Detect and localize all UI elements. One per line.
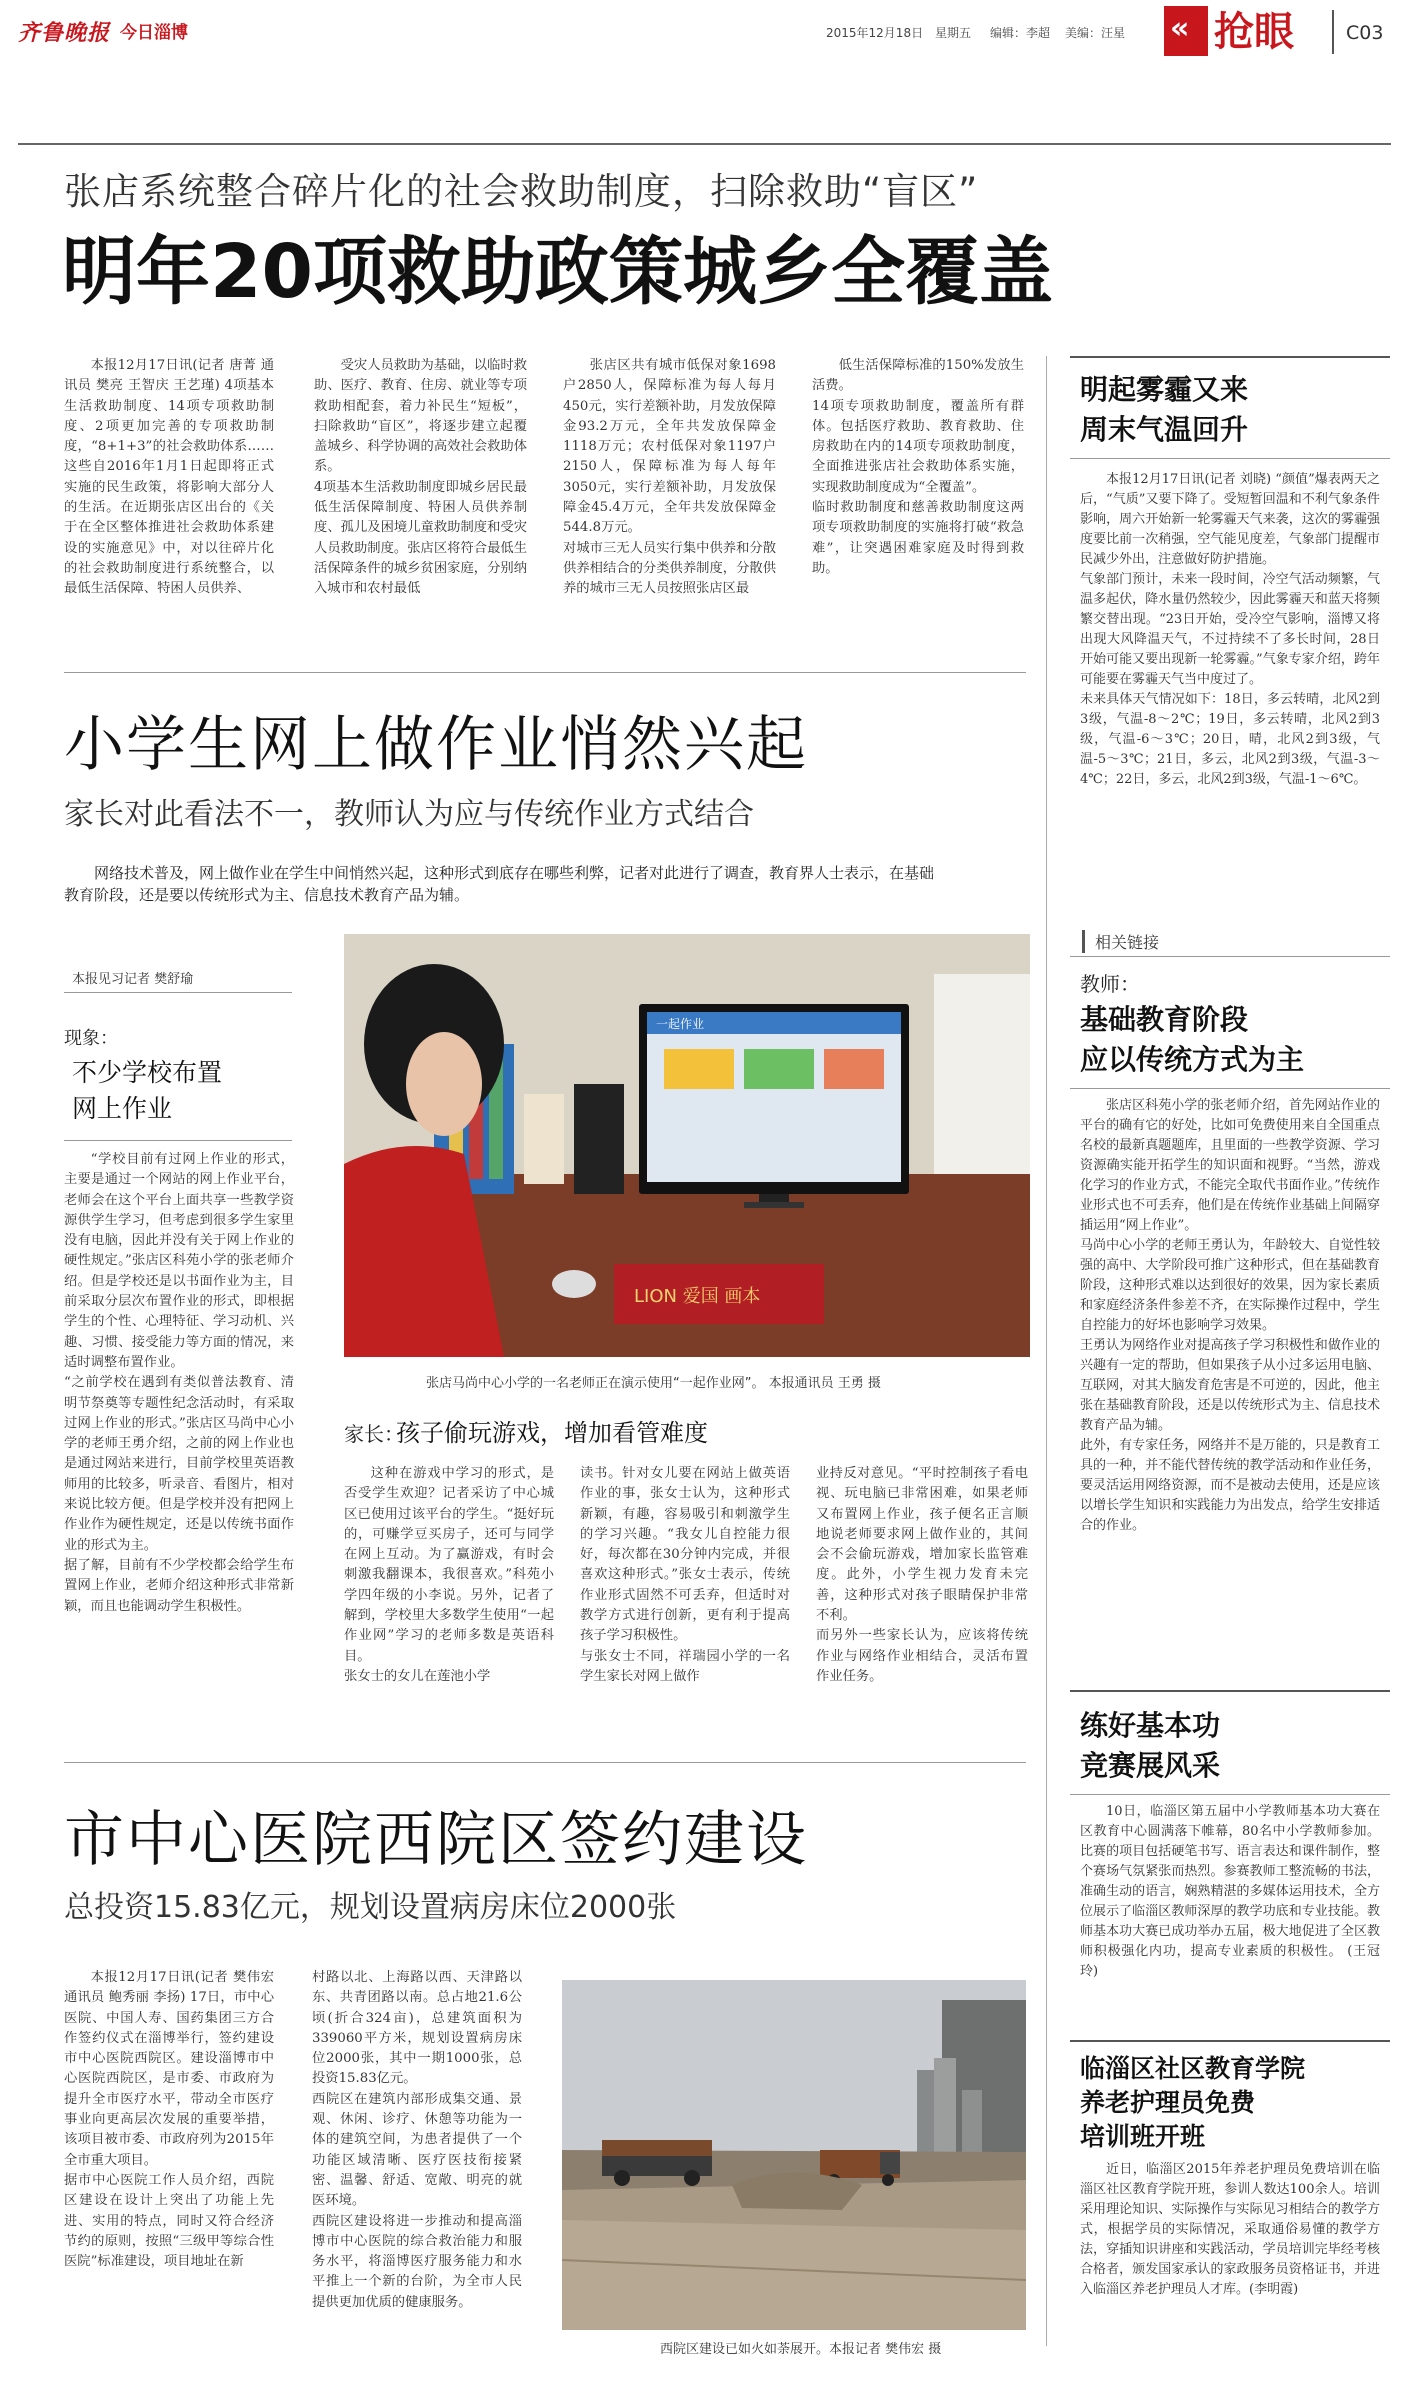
teacher-label: 教师： — [1080, 972, 1140, 996]
construction-photo — [562, 1980, 1026, 2330]
article2-bottom-rule — [64, 1762, 1026, 1763]
construction-photo-illustration — [562, 1980, 1026, 2330]
issue-date: 2015年12月18日 — [826, 26, 924, 40]
designer-credit: 美编：汪星 — [1065, 26, 1126, 40]
chevron-left-icon: « — [1170, 11, 1190, 46]
training-text: 近日，临淄区2015年养老护理员免费培训在临淄区社区教育学院开班，参训人数达100余人。培训采用理论知识、实际操作与实际见习相结合的教学方式，根据学员的实际情况，采取通俗易懂的教学方法，穿插知识讲座和实践活动，学员培训完毕经考核合格者，颁发国家承认的家政服务员资格证书，并进入临淄区养老护理员人才库。(李明霞) — [1080, 2162, 1380, 2297]
article2-col4: 业持反对意见。“平时控制孩子看电视、玩电脑已非常困难，如果老师又布置网上作业，孩子便名正言顺地说老师要求网上做作业的，其间会不会偷玩游戏，增加家长监管难度。此外，小学生视力发育未完善，这种形式对孩子眼睛保护非常不利。 而另外一些家长认为，应该将传统作业与网络作业相结合，灵活布置作业任务。 — [816, 1466, 1028, 1684]
homework-photo-illustration — [344, 934, 1030, 1357]
contest-text: 10日，临淄区第五届中小学教师基本功大赛在区教育中心圆满落下帷幕，80名中小学教师参加。比赛的项目包括硬笔书写、语言表达和课件制作，整个赛场气氛紧张而热烈。参赛教师工整流畅的书法，准确生动的语言，娴熟精湛的多媒体运用技术，全方位展示了临淄区教师深厚的教学功底和专业技能。教师基本功大赛已成功举办五届，极大地促进了全区教师积极强化内功，提高专业素质的积极性。 (王冠玲) — [1080, 1804, 1380, 1979]
editor-credit: 编辑：李超 — [990, 26, 1051, 40]
phenomenon-tag: 现象： — [64, 1028, 118, 1049]
phenomenon-rule — [64, 1140, 292, 1141]
construction-photo-caption: 西院区建设已如火如荼展开。本报记者 樊伟宏 摄 — [660, 2342, 942, 2357]
homework-photo-caption: 张店马尚中心小学的一名老师正在演示使用“一起作业网”。 本报通讯员 王勇 摄 — [426, 1376, 881, 1391]
parents-label: 家长： — [344, 1422, 404, 1446]
section-title: 抢眼 — [1214, 9, 1294, 55]
paper-logo: 齐鲁晚报 — [18, 20, 111, 46]
article1-headline: 明年20项救助政策城乡全覆盖 — [62, 229, 1053, 315]
weather-title-rule — [1070, 458, 1390, 459]
article3-col2: 村路以北、上海路以西、天津路以东、共青团路以南。总占地21.6公顷(折合324亩)，总建筑面积为339060平方米，规划设置病房床位2000张，其中一期1000张，总投资15.83亿元。 西院区在建筑内部形成集交通、景观、休闲、诊疗、休憩等功能为一体的建筑空间，为患者提供了一个功能区域清晰、医疗医技衔接紧密、温馨、舒适、宽敞、明亮的就医环境。 西院区建设将进一步推动和提高淄博市中心医院的综合救治能力和服务水平，将淄博医疗服务能力和水平推上一个新的台阶，为全市人民提供更加优质的健康服务。 — [312, 1970, 522, 2310]
contest-top-rule — [1070, 1690, 1390, 1692]
section-badge — [1164, 6, 1208, 56]
article1-col3: 张店区共有城市低保对象1698户2850人，保障标准为每人每月450元，实行差额补助，月发放保障金93.2万元，全年共发放保障金1118万元；农村低保对象1197户2150人，保障标准为每人每年3050元，实行差额补助，月发放保障金45.4万元，全年共发放保障金544.8万元。 对城市三无人员实行集中供养和分散供养相结合的分类供养制度，分散供养的城市三无人员按照张店区最 — [563, 358, 776, 597]
training-title: 临淄区社区教育学院 养老护理员免费 培训班开班 — [1080, 2054, 1306, 2151]
article1-col1: 本报12月17日讯(记者 唐菁 通讯员 樊亮 王智庆 王艺瑾) 4项基本生活救助制度、14项专项救助制度、2项更加完善的专项救助制度，“8+1+3”的社会救助体系……这些自2016年1月1日起即将正式实施的民生政策，将影响大部分人的生活。在近期张店区出台的《关于在全区整体推进社会救助体系建设的实施意见》中，对以往碎片化的社会救助制度进行系统整合，以最低生活保障、特困人员供养、 — [64, 358, 274, 597]
phenomenon-title-line1: 不少学校布置 — [72, 1058, 223, 1087]
teacher-text: 张店区科苑小学的张老师介绍，首先网站作业的平台的确有它的好处，比如可免费使用来自全国重点名校的最新真题题库，且里面的一些教学资源、学习资源确实能开拓学生的知识面和视野。“当然，游戏化学习的作业方式，不能完全取代书面作业。”传统作业形式也不可丢弃，他们是在传统作业基础上间隔穿插运用“网上作业”。 马尚中心小学的老师王勇认为，年龄较大、自觉性较强的高中、大学阶段可推广这种形式，但在基础教育阶段，这种形式难以达到很好的效果，因为家长素质和家庭经济条件参差不齐，在实际操作过程中，学生自控能力的好坏也影响学习效果。 王勇认为网络作业对提高孩子学习积极性和做作业的兴趣有一定的帮助，但如果孩子从小过多运用电脑、互联网，对其大脑发育危害是不可逆的，因此，他主张在基础教育阶段，还是以传统形式为主、信息技术教育产品为辅。 此外，有专家任务，网络并不是万能的，只是教育工具的一种，并不能代替传统的教学活动和作业任务，要灵活运用网络资源，而不是被动去使用，还是应该以增长学生知识和实践能力为出发点，给学生安排适合的作业。 — [1080, 1098, 1380, 1533]
article2-col3: 读书。针对女儿要在网站上做英语作业的事，张女士认为，这种形式新颖，有趣，容易吸引和刺激学生的学习兴趣。“我女儿自控能力很好，每次都在30分钟内完成，并很喜欢这种形式。”张女士表示，传统作业形式固然不可丢弃，但适时对教学方式进行创新，更有利于提高孩子学习积极性。 与张女士不同，祥瑞园小学的一名学生家长对网上做作 — [580, 1466, 790, 1684]
related-rule — [1070, 956, 1390, 957]
article1-bottom-rule — [64, 672, 1026, 673]
article2-col1: “学校目前有过网上作业的形式，主要是通过一个网站的网上作业平台，老师会在这个平台上面共享一些教学资源供学生学习，但考虑到很多学生家里没有电脑，因此并没有关于网上作业的硬性规定。”张店区科苑小学的张老师介绍。但是学校还是以书面作业为主，目前采取分层次布置作业的形式，即根据学生的个性、心理特征、学习动机、兴趣、习惯、接受能力等方面的情况，来适时调整布置作业。 “之前学校在遇到有类似普法教育、清明节祭奠等专题性纪念活动时，有采取过网上作业的形式。”张店区马尚中心小学的老师王勇介绍，之前的网上作业也是通过网站来进行，目前学校里英语教师用的比较多，听录音、看图片，相对来说比较方便。但是学校并没有把网上作业作为硬性规定，还是以传统书面作业的形式为主。 据了解，目前有不少学校都会给学生布置网上作业，老师介绍这种形式非常新颖，而且也能调动学生积极性。 — [64, 1152, 294, 1614]
masthead-divider — [1332, 10, 1334, 54]
weather-text: 本报12月17日讯(记者 刘晓) “颜值”爆表两天之后，“气质”又要下降了。受短暂回温和不利气象条件影响，周六开始新一轮雾霾天气来袭，这次的雾霾强度要比前一次稍强，空气能见度差，气象部门提醒市民减少外出，注意做好防护措施。 气象部门预计，未来一段时间，冷空气活动频繁，气温多起伏，降水量仍然较少，因此雾霾天和蓝天将频繁交替出现。“23日开始，受冷空气影响，淄博又将出现大风降温天气，不过持续不了多长时间，28日开始可能又要出现新一轮雾霾。”气象专家介绍，跨年可能要在雾霾天气当中度过了。 未来具体天气情况如下：18日，多云转晴，北风2到3级，气温-8～2℃；19日，多云转晴，北风2到3级，气温-6～3℃；20日，晴，北风2到3级，气温-5～3℃；21日，多云，北风2到3级，气温-3～4℃；22日，多云，北风2到3级，气温-1～6℃。 — [1080, 472, 1380, 787]
article2-headline: 小学生网上做作业悄然兴起 — [64, 710, 808, 780]
article1-col4: 低生活保障标准的150%发放生活费。 14项专项救助制度，覆盖所有群体。包括医疗救助、教育救助、住房救助在内的14项专项救助制度，全面推进张店社会救助体系实施，实现救助制度成为“全覆盖”。 临时救助制度和慈善救助制度这两项专项救助制度的实施将打破“救急难”，让突遇困难家庭及时得到救助。 — [812, 358, 1024, 576]
parents-title: 孩子偷玩游戏，增加看管难度 — [396, 1419, 708, 1447]
article1-col2: 受灾人员救助为基础，以临时救助、医疗、教育、住房、就业等专项救助相配套，着力补民生“短板”，扫除救助“盲区”，将逐步建立起覆盖城乡、科学协调的高效社会救助体系。 4项基本生活救助制度即城乡居民最低生活保障制度、特困人员供养制度、孤儿及困境儿童救助制度和受灾人员救助制度。张店区将符合最低生活保障条件的城乡贫困家庭，分别纳入城市和农村最低 — [314, 358, 527, 597]
weather-title: 明起雾霾又来 周末气温回升 — [1080, 373, 1249, 446]
edition-label: 今日淄博 — [120, 23, 188, 43]
article2-col2: 这种在游戏中学习的形式，是否受学生欢迎？记者采访了中心城区已使用过该平台的学生。“挺好玩的，可赚学豆买房子，还可与同学在网上互动。为了赢游戏，有时会刺激我翻课本，我很喜欢。”科苑小学四年级的小李说。另外，记者了解到，学校里大多数学生使用“一起作业网”学习的老师多数是英语科目。 张女士的女儿在莲池小学 — [344, 1466, 554, 1684]
training-top-rule — [1070, 2040, 1390, 2042]
masthead — [0, 0, 1409, 62]
phenomenon-title-line2: 网上作业 — [72, 1094, 173, 1123]
contest-title-rule — [1070, 1794, 1390, 1795]
issue-weekday: 星期五 — [935, 26, 972, 40]
contest-title: 练好基本功 竞赛展风采 — [1080, 1709, 1221, 1782]
teacher-title-rule — [1070, 1088, 1390, 1089]
page-number: C03 — [1346, 22, 1384, 44]
box-text: LION 爱国 画本 — [634, 1286, 761, 1307]
sidebar-divider — [1046, 356, 1047, 2346]
article2-lead: 网络技术普及，网上做作业在学生中间悄然兴起，这种形式到底存在哪些利弊，记者对此进行了调查，教育界人士表示，在基础教育阶段，还是要以传统形式为主、信息技术教育产品为辅。 — [64, 864, 934, 904]
weather-top-rule — [1070, 356, 1390, 358]
related-link-label: 相关链接 — [1082, 930, 1159, 953]
teacher-title: 基础教育阶段 应以传统方式为主 — [1080, 1003, 1305, 1076]
homework-photo — [344, 934, 1030, 1357]
monitor-text: 一起作业 — [656, 1017, 705, 1031]
article3-headline: 市中心医院西院区签约建设 — [64, 1805, 808, 1875]
article2-byline: 本报见习记者 樊舒瑜 — [72, 972, 194, 987]
article3-col1: 本报12月17日讯(记者 樊伟宏 通讯员 鲍秀丽 李扬) 17日，市中心医院、中国人寿、国药集团三方合作签约仪式在淄博举行，签约建设市中心医院西院区。建设淄博市中心医院西院区，是市委、市政府为提升全市医疗水平，带动全市医疗事业向更高层次发展的重要举措，该项目被市委、市政府列为2015年全市重大项目。 据市中心医院工作人员介绍，西院区建设在设计上突出了功能上先进、实用的特点，同时又符合经济节约的原则，按照“三级甲等综合性医院”标准建设，项目地址在新 — [64, 1970, 274, 2270]
masthead-rule — [18, 143, 1391, 145]
byline-rule — [64, 992, 292, 993]
article2-subhead: 家长对此看法不一，教师认为应与传统作业方式结合 — [64, 797, 754, 832]
article3-subhead: 总投资15.83亿元，规划设置病房床位2000张 — [64, 1890, 677, 1925]
article1-kicker: 张店系统整合碎片化的社会救助制度，扫除救助“盲区” — [64, 170, 979, 213]
